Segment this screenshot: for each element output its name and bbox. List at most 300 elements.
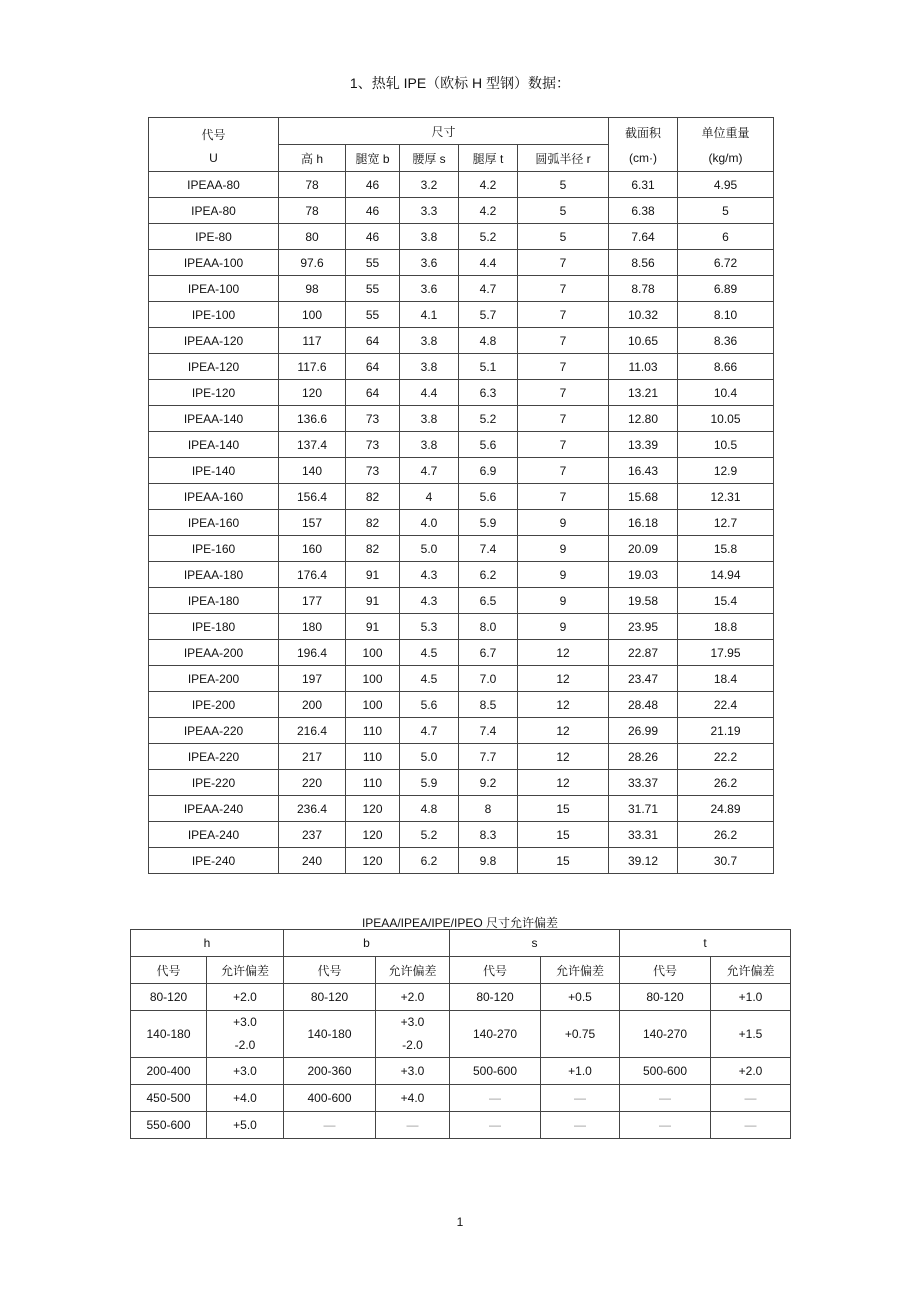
row-value: 5.2 [459,224,518,250]
row-value: 156.4 [279,484,346,510]
cell: 200-400 [131,1058,207,1085]
cell: 500-600 [450,1058,541,1085]
sub-tol: 允许偏差 [711,957,791,984]
row-value: 237 [279,822,346,848]
header-area-label: 截面积 [625,126,662,140]
row-value: 97.6 [279,250,346,276]
cell: +1.0 [541,1058,620,1085]
row-value: 82 [346,510,400,536]
table-row [149,432,774,458]
row-value: 5.1 [459,354,518,380]
table-row [149,640,774,666]
row-value: 23.47 [609,666,678,692]
row-value: 100 [279,302,346,328]
row-value: 7.64 [609,224,678,250]
cell: 80-120 [450,984,541,1011]
row-code: IPEAA-140 [149,406,279,432]
row-value: 5.2 [459,406,518,432]
row-value: 12 [518,718,609,744]
row-code: IPE-100 [149,302,279,328]
row-value: 12 [518,744,609,770]
row-value: 46 [346,198,400,224]
table-row [149,354,774,380]
row-value: 46 [346,172,400,198]
row-value: 5 [678,198,774,224]
dash-cell: — [450,1112,541,1139]
row-value: 6 [678,224,774,250]
tolerance-row [131,1011,791,1058]
row-value: 3.6 [400,250,459,276]
row-value: 137.4 [279,432,346,458]
row-value: 6.9 [459,458,518,484]
dash-cell: — [711,1112,791,1139]
row-value: 78 [279,172,346,198]
row-value: 6.2 [400,848,459,874]
sub-code: 代号 [131,957,207,984]
row-value: 100 [346,666,400,692]
group-b: b [284,930,450,957]
row-value: 22.2 [678,744,774,770]
row-value: 117.6 [279,354,346,380]
row-value: 9.8 [459,848,518,874]
cell: 80-120 [284,984,376,1011]
table-row [149,380,774,406]
cell: 80-120 [620,984,711,1011]
row-value: 4.5 [400,666,459,692]
row-value: 55 [346,276,400,302]
row-value: 15.4 [678,588,774,614]
row-value: 4.0 [400,510,459,536]
table-row [149,224,774,250]
row-value: 33.31 [609,822,678,848]
dash-cell: — [620,1085,711,1112]
row-code: IPEA-220 [149,744,279,770]
row-value: 91 [346,614,400,640]
row-value: 3.3 [400,198,459,224]
row-code: IPEA-80 [149,198,279,224]
row-value: 5.0 [400,536,459,562]
tolerance-row [131,1058,791,1085]
header-b: 腿宽 b [346,145,400,172]
row-code: IPEA-100 [149,276,279,302]
row-value: 5 [518,224,609,250]
row-value: 19.58 [609,588,678,614]
tolerance-table-title: IPEAA/IPEA/IPE/IPEO 尺寸允许偏差 [361,916,559,930]
table-row [149,510,774,536]
table-row [149,822,774,848]
row-value: 120 [346,822,400,848]
table-row [149,250,774,276]
row-value: 120 [279,380,346,406]
header-weight [678,118,774,172]
row-value: 46 [346,224,400,250]
row-value: 91 [346,562,400,588]
table-row [149,536,774,562]
row-value: 9 [518,588,609,614]
cell: 400-600 [284,1085,376,1112]
cell: +4.0 [207,1085,284,1112]
row-value: 9 [518,536,609,562]
row-value: 5.6 [459,484,518,510]
row-code: IPEAA-100 [149,250,279,276]
row-value: 4.5 [400,640,459,666]
row-value: 12.31 [678,484,774,510]
row-value: 26.2 [678,822,774,848]
row-value: 7 [518,484,609,510]
row-value: 55 [346,250,400,276]
row-value: 16.43 [609,458,678,484]
row-value: 5.0 [400,744,459,770]
row-value: 4.7 [400,718,459,744]
row-value: 26.2 [678,770,774,796]
row-value: 6.2 [459,562,518,588]
table-header-row [149,118,774,145]
row-value: 3.8 [400,354,459,380]
row-value: 220 [279,770,346,796]
tolerance-table [130,929,791,1139]
row-value: 16.18 [609,510,678,536]
row-value: 8.5 [459,692,518,718]
row-value: 8.36 [678,328,774,354]
row-value: 4.7 [459,276,518,302]
dash-cell: — [711,1085,791,1112]
cell-line: -2.0 [402,1038,423,1052]
dash-cell: — [541,1085,620,1112]
dash-cell: — [450,1085,541,1112]
row-value: 200 [279,692,346,718]
table-row [149,796,774,822]
row-value: 6.89 [678,276,774,302]
table-row [149,692,774,718]
row-value: 12.80 [609,406,678,432]
cell: +2.0 [711,1058,791,1085]
row-value: 20.09 [609,536,678,562]
cell: +2.0 [207,984,284,1011]
row-value: 7 [518,406,609,432]
cell: +1.0 [711,984,791,1011]
row-value: 12.7 [678,510,774,536]
table-row [149,744,774,770]
header-r: 圆弧半径 r [518,145,609,172]
sub-tol: 允许偏差 [376,957,450,984]
row-code: IPEAA-80 [149,172,279,198]
row-value: 7 [518,432,609,458]
row-value: 217 [279,744,346,770]
cell: +0.75 [541,1011,620,1058]
row-value: 10.5 [678,432,774,458]
row-code: IPE-180 [149,614,279,640]
row-value: 82 [346,536,400,562]
tolerance-row [131,984,791,1011]
row-value: 9 [518,614,609,640]
row-value: 7 [518,302,609,328]
table-row [149,770,774,796]
row-value: 180 [279,614,346,640]
row-value: 7.4 [459,536,518,562]
row-value: 64 [346,380,400,406]
header-dimensions: 尺寸 [279,118,609,145]
row-value: 8.78 [609,276,678,302]
cell: +5.0 [207,1112,284,1139]
row-value: 21.19 [678,718,774,744]
row-value: 8.10 [678,302,774,328]
row-value: 136.6 [279,406,346,432]
row-value: 73 [346,406,400,432]
row-value: 6.5 [459,588,518,614]
group-h: h [131,930,284,957]
row-code: IPEAA-220 [149,718,279,744]
table-row [149,484,774,510]
table-row [149,328,774,354]
row-value: 15.8 [678,536,774,562]
page-title: 1、热轧 IPE（欧标 H 型钢）数据： [349,75,571,91]
row-value: 19.03 [609,562,678,588]
row-value: 157 [279,510,346,536]
row-value: 5.3 [400,614,459,640]
row-code: IPEAA-180 [149,562,279,588]
row-value: 6.3 [459,380,518,406]
row-value: 9 [518,510,609,536]
page-number: 1 [456,1215,464,1229]
row-value: 176.4 [279,562,346,588]
row-value: 28.48 [609,692,678,718]
cell: +4.0 [376,1085,450,1112]
row-value: 5 [518,198,609,224]
row-value: 100 [346,640,400,666]
row-value: 4 [400,484,459,510]
row-value: 110 [346,718,400,744]
header-code [149,118,279,172]
row-value: 13.39 [609,432,678,458]
header-h: 高 h [279,145,346,172]
table-row [149,302,774,328]
header-area [609,118,678,172]
row-value: 4.1 [400,302,459,328]
table-row [149,562,774,588]
table-row [149,276,774,302]
row-value: 6.7 [459,640,518,666]
row-value: 4.2 [459,198,518,224]
cell: 200-360 [284,1058,376,1085]
dash-cell: — [376,1112,450,1139]
cell-two-line [207,1011,284,1058]
row-value: 216.4 [279,718,346,744]
tolerance-row [131,1085,791,1112]
row-value: 5.9 [459,510,518,536]
row-value: 100 [346,692,400,718]
row-code: IPEA-180 [149,588,279,614]
row-value: 7.7 [459,744,518,770]
row-value: 33.37 [609,770,678,796]
row-code: IPE-120 [149,380,279,406]
row-value: 3.8 [400,328,459,354]
table-row [149,406,774,432]
row-value: 8 [459,796,518,822]
tolerance-group-row [131,930,791,957]
cell-line: -2.0 [234,1038,256,1052]
row-value: 5.2 [400,822,459,848]
header-s: 腰厚 s [400,145,459,172]
row-value: 12 [518,692,609,718]
row-code: IPE-80 [149,224,279,250]
row-code: IPE-160 [149,536,279,562]
row-value: 4.4 [400,380,459,406]
sub-code: 代号 [284,957,376,984]
tolerance-row [131,1112,791,1139]
row-value: 15 [518,796,609,822]
cell: 140-180 [284,1011,376,1058]
row-value: 64 [346,354,400,380]
row-value: 17.95 [678,640,774,666]
cell: +3.0 [376,1058,450,1085]
row-value: 196.4 [279,640,346,666]
cell: +2.0 [376,984,450,1011]
sub-code: 代号 [450,957,541,984]
row-code: IPE-220 [149,770,279,796]
sub-tol: 允许偏差 [207,957,284,984]
row-value: 15 [518,848,609,874]
row-code: IPEAA-160 [149,484,279,510]
row-value: 10.32 [609,302,678,328]
table-row [149,718,774,744]
row-value: 73 [346,458,400,484]
row-value: 4.4 [459,250,518,276]
cell: 140-180 [131,1011,207,1058]
row-value: 197 [279,666,346,692]
row-value: 4.7 [400,458,459,484]
table-row [149,172,774,198]
row-value: 9.2 [459,770,518,796]
row-value: 8.56 [609,250,678,276]
row-value: 240 [279,848,346,874]
row-value: 7 [518,458,609,484]
row-code: IPE-140 [149,458,279,484]
sub-tol: 允许偏差 [541,957,620,984]
row-value: 26.99 [609,718,678,744]
row-value: 6.31 [609,172,678,198]
row-value: 10.4 [678,380,774,406]
row-value: 3.6 [400,276,459,302]
row-value: 5.6 [459,432,518,458]
row-value: 12 [518,770,609,796]
row-value: 7 [518,276,609,302]
row-code: IPEA-160 [149,510,279,536]
row-value: 10.65 [609,328,678,354]
row-value: 5.9 [400,770,459,796]
table-row [149,588,774,614]
row-code: IPE-240 [149,848,279,874]
row-value: 98 [279,276,346,302]
row-value: 7.0 [459,666,518,692]
group-s: s [450,930,620,957]
row-code: IPEA-240 [149,822,279,848]
row-value: 11.03 [609,354,678,380]
row-value: 39.12 [609,848,678,874]
row-code: IPEAA-200 [149,640,279,666]
row-value: 3.8 [400,224,459,250]
cell: 500-600 [620,1058,711,1085]
row-value: 120 [346,796,400,822]
header-t: 腿厚 t [459,145,518,172]
row-value: 18.8 [678,614,774,640]
row-value: 5.7 [459,302,518,328]
row-value: 177 [279,588,346,614]
row-value: 12 [518,640,609,666]
row-value: 8.3 [459,822,518,848]
row-value: 73 [346,432,400,458]
cell-line: +3.0 [233,1015,257,1029]
row-value: 80 [279,224,346,250]
row-value: 110 [346,770,400,796]
row-value: 7 [518,354,609,380]
row-value: 5 [518,172,609,198]
row-value: 23.95 [609,614,678,640]
table-row [149,614,774,640]
row-value: 7 [518,250,609,276]
row-value: 4.8 [400,796,459,822]
row-value: 14.94 [678,562,774,588]
row-code: IPEA-120 [149,354,279,380]
header-area-unit: (cm·) [629,151,657,165]
row-value: 31.71 [609,796,678,822]
cell-two-line [376,1011,450,1058]
dash-cell: — [284,1112,376,1139]
table-row [149,848,774,874]
row-value: 22.87 [609,640,678,666]
row-value: 64 [346,328,400,354]
cell: +1.5 [711,1011,791,1058]
row-value: 12 [518,666,609,692]
row-value: 3.2 [400,172,459,198]
row-value: 8.66 [678,354,774,380]
header-weight-label: 单位重量 [701,126,750,140]
row-value: 117 [279,328,346,354]
row-value: 82 [346,484,400,510]
row-value: 3.8 [400,406,459,432]
row-value: 10.05 [678,406,774,432]
row-value: 160 [279,536,346,562]
row-code: IPEAA-240 [149,796,279,822]
row-code: IPEA-140 [149,432,279,458]
row-value: 7 [518,328,609,354]
row-value: 4.3 [400,588,459,614]
row-value: 22.4 [678,692,774,718]
row-value: 236.4 [279,796,346,822]
row-value: 5.6 [400,692,459,718]
row-value: 55 [346,302,400,328]
ipe-data-table [148,117,774,874]
row-value: 7 [518,380,609,406]
cell: +3.0 [207,1058,284,1085]
row-code: IPEAA-120 [149,328,279,354]
row-value: 4.2 [459,172,518,198]
cell: 140-270 [450,1011,541,1058]
cell: +0.5 [541,984,620,1011]
row-value: 3.8 [400,432,459,458]
row-value: 13.21 [609,380,678,406]
row-value: 91 [346,588,400,614]
cell: 450-500 [131,1085,207,1112]
cell-line: +3.0 [400,1015,425,1029]
row-value: 4.3 [400,562,459,588]
header-code-unit: U [209,151,218,165]
tolerance-subheader-row [131,957,791,984]
group-t: t [620,930,791,957]
row-code: IPE-200 [149,692,279,718]
row-value: 9 [518,562,609,588]
table-row [149,198,774,224]
row-value: 120 [346,848,400,874]
